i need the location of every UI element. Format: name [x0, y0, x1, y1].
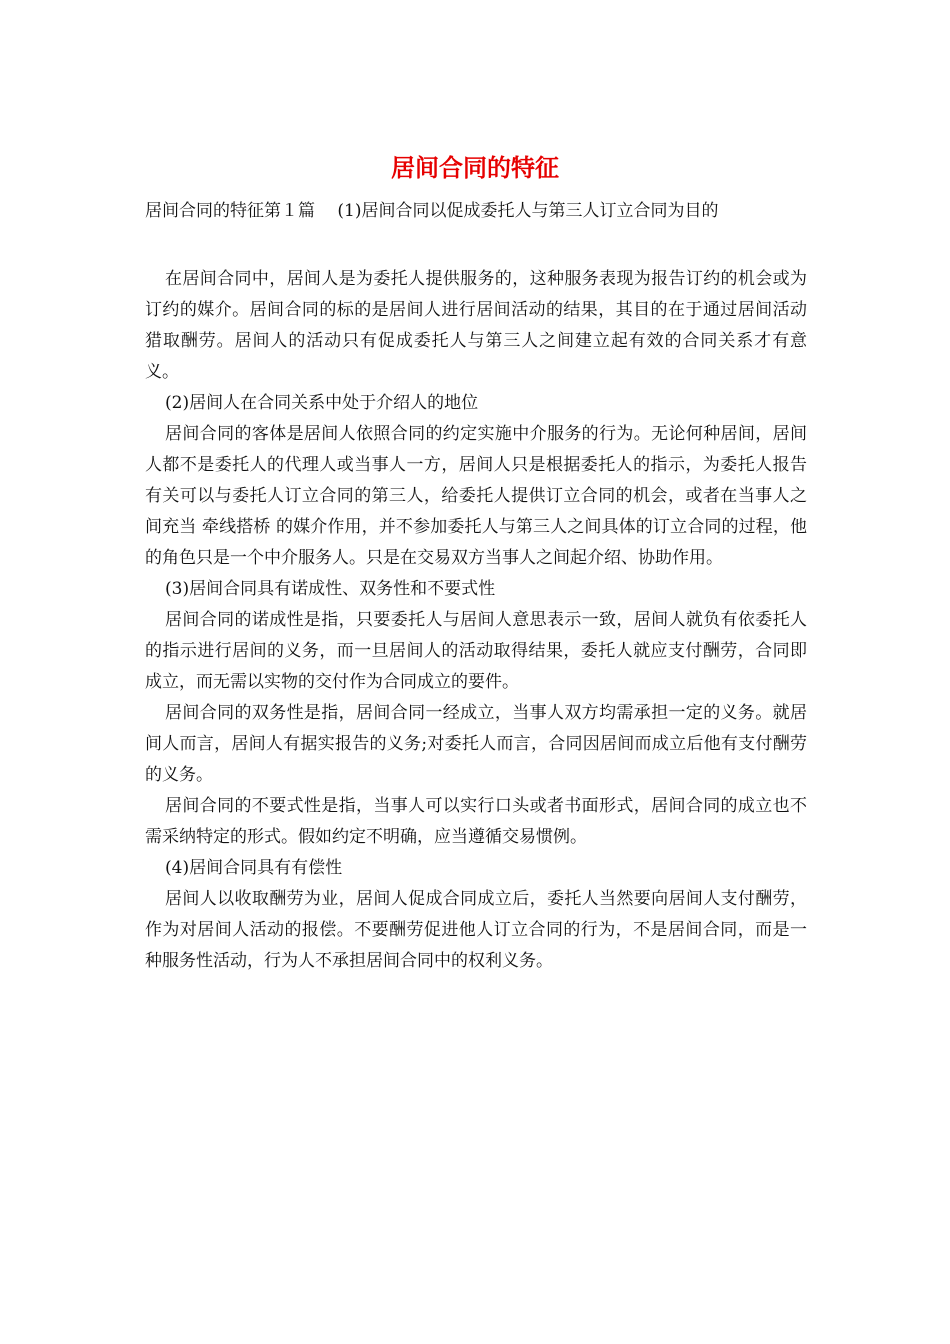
paragraph-3b: 居间合同的双务性是指，居间合同一经成立，当事人双方均需承担一定的义务。就居间人而言，居间人有据实报告的义务;对委托人而言，合同因居间而成立后他有支付酬劳的义务。: [145, 703, 807, 785]
paragraph-2: 居间合同的客体是居间人依照合同的约定实施中介服务的行为。无论何种居间，居间人都不是委托人的代理人或当事人一方，居间人只是根据委托人的指示，为委托人报告有关可以与委托人订立合同的第三人，给委托人提供订立合同的机会，或者在当事人之间充当 牵线搭桥 的媒介作用，并不参加委托人与第三人之间具体的订立合同的过程，他的角色只是一个中介服务人。只是在交易双方当事人之间起介绍、协助作用。: [145, 424, 807, 568]
section-heading-2: (2)居间人在合同关系中处于介绍人的地位: [165, 393, 479, 413]
document-title: 居间合同的特征: [391, 153, 559, 182]
paragraph-4: 居间人以收取酬劳为业，居间人促成合同成立后，委托人当然要向居间人支付酬劳，作为对居间人活动的报偿。不要酬劳促进他人订立合同的行为，不是居间合同，而是一种服务性活动，行为人不承担居间合同中的权利义务。: [145, 889, 807, 971]
section-heading-3: (3)居间合同具有诺成性、双务性和不要式性: [165, 579, 496, 599]
paragraph-3a: 居间合同的诺成性是指，只要委托人与居间人意思表示一致，居间人就负有依委托人的指示进行居间的义务，而一旦居间人的活动取得结果，委托人就应支付酬劳，合同即成立，而无需以实物的交付作为合同成立的要件。: [145, 610, 807, 692]
document-subtitle: 居间合同的特征第１篇 (1)居间合同以促成委托人与第三人订立合同为目的: [145, 201, 719, 221]
document-body: [145, 264, 807, 977]
paragraph-3c: 居间合同的不要式性是指，当事人可以实行口头或者书面形式，居间合同的成立也不需采纳特定的形式。假如约定不明确，应当遵循交易惯例。: [145, 796, 807, 847]
section-heading-4: (4)居间合同具有有偿性: [165, 858, 343, 878]
paragraph-1: 在居间合同中，居间人是为委托人提供服务的，这种服务表现为报告订约的机会或为订约的媒介。居间合同的标的是居间人进行居间活动的结果，其目的在于通过居间活动猎取酬劳。居间人的活动只有促成委托人与第三人之间建立起有效的合同关系才有意义。: [145, 269, 807, 382]
